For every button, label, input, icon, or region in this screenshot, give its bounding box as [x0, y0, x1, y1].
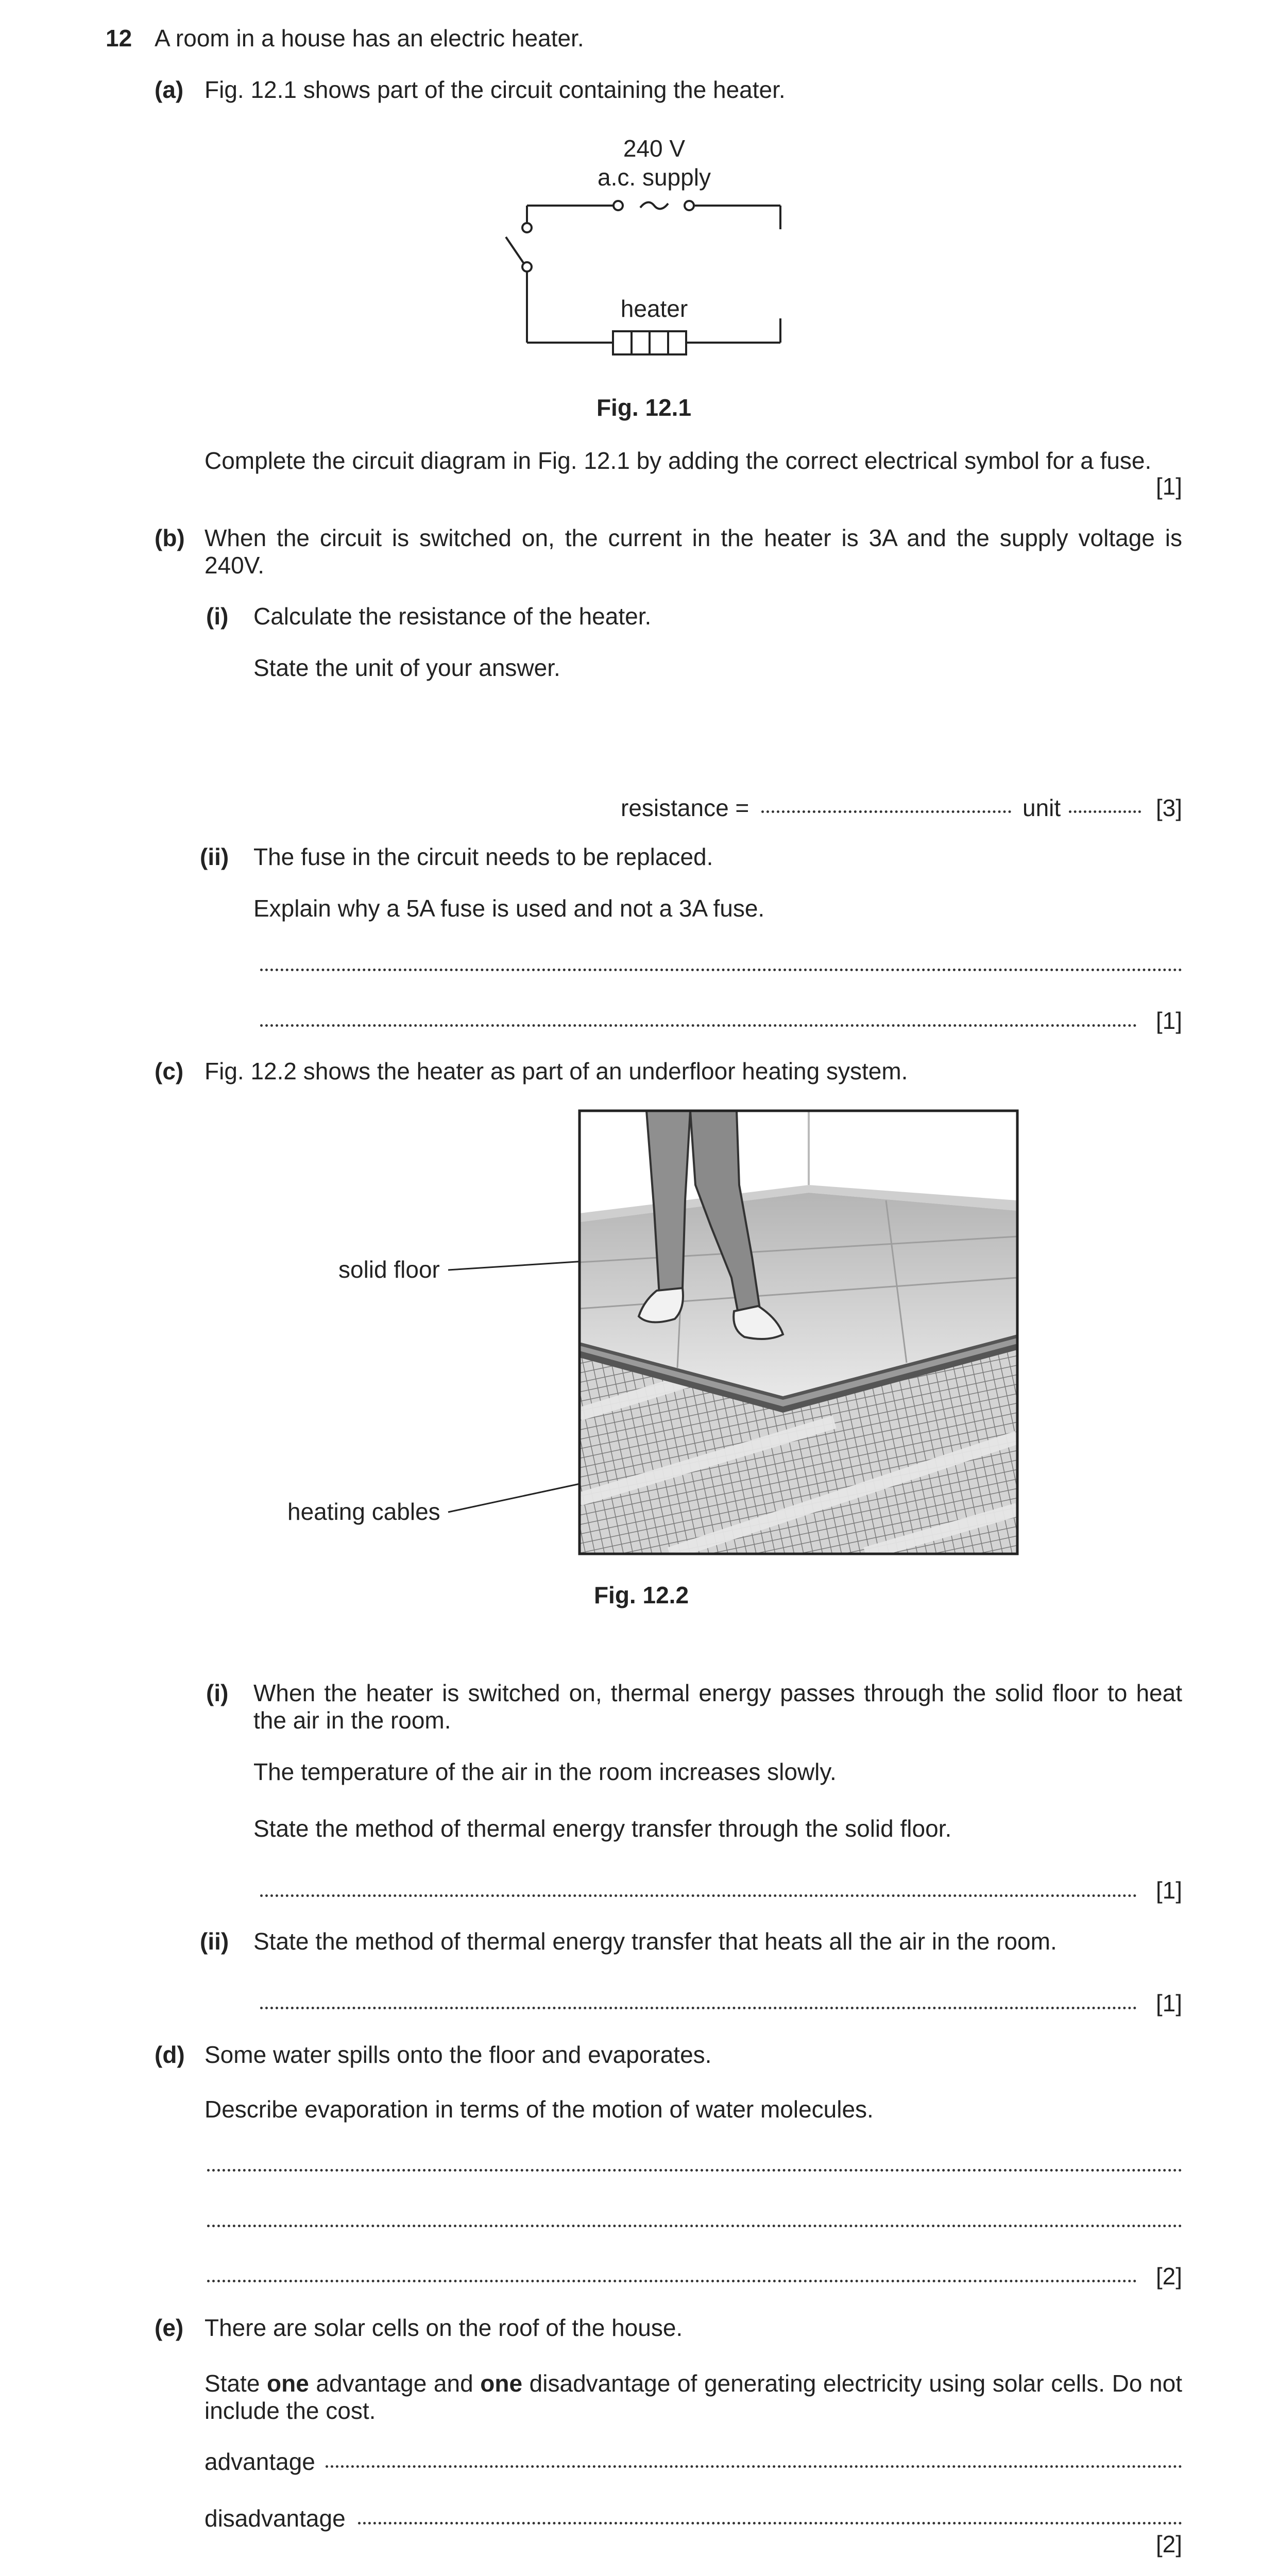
fig-12-2-caption: Fig. 12.2: [593, 1582, 689, 1608]
part-b-ii-answer-line-1[interactable]: [260, 969, 1182, 971]
part-c-i-text: When the heater is switched on, thermal energy passes through the solid floor to heat the air in the room.: [253, 1680, 1182, 1734]
part-b-text: When the circuit is switched on, the current in the heater is 3A and the supply voltage is 240V.: [205, 524, 1182, 579]
question-intro: A room in a house has an electric heater.: [155, 25, 584, 52]
part-b-i-marks: [3]: [1155, 794, 1182, 821]
part-d-text: Some water spills onto the floor and evaporates.: [205, 2041, 712, 2068]
part-c-ii-label: (ii): [200, 1928, 229, 1955]
supply-voltage-label: 240 V: [623, 135, 686, 162]
part-b-i-label: (i): [206, 603, 229, 630]
advantage-label: advantage: [205, 2448, 315, 2475]
unit-label: unit: [1023, 794, 1061, 821]
part-d-label: (d): [155, 2041, 185, 2068]
part-b-i-line2: State the unit of your answer.: [253, 654, 560, 681]
part-b-ii-label: (ii): [200, 843, 229, 870]
heater-label: heater: [620, 295, 688, 322]
fig-12-1-caption: Fig. 12.1: [596, 394, 692, 421]
solid-floor-leader-line: [448, 1261, 585, 1270]
supply-terminal-left: [614, 201, 623, 210]
part-b-ii-line2: Explain why a 5A fuse is used and not a 3A fuse.: [253, 895, 765, 922]
part-d-answer-line-3[interactable]: [207, 2280, 1137, 2282]
part-b-i-line1: Calculate the resistance of the heater.: [253, 603, 652, 630]
part-c-i-label: (i): [206, 1680, 229, 1706]
question-number: 12: [106, 25, 132, 52]
part-b-ii-marks: [1]: [1155, 1007, 1182, 1034]
part-d-answer-line-1[interactable]: [207, 2169, 1182, 2172]
part-c-label: (c): [155, 1058, 184, 1084]
part-c-ii-text: State the method of thermal energy transfer that heats all the air in the room.: [253, 1928, 1057, 1955]
part-d-marks: [2]: [1155, 2263, 1182, 2290]
heating-cables-label: heating cables: [287, 1498, 440, 1525]
disadvantage-answer-line[interactable]: [358, 2522, 1182, 2524]
part-a-label: (a): [155, 76, 184, 103]
part-c-ii-answer-line[interactable]: [260, 2007, 1137, 2009]
part-c-text: Fig. 12.2 shows the heater as part of an underfloor heating system.: [205, 1058, 908, 1084]
part-e-label: (e): [155, 2314, 184, 2341]
part-c-i-marks: [1]: [1155, 1877, 1182, 1904]
resistance-answer-line[interactable]: [761, 810, 1011, 813]
part-a-marks: [1]: [1155, 473, 1182, 500]
part-d-line2: Describe evaporation in terms of the motion of water molecules.: [205, 2096, 874, 2123]
switch-lever: [506, 237, 523, 263]
part-b-label: (b): [155, 524, 185, 551]
part-c-i-line2: The temperature of the air in the room increases slowly.: [253, 1758, 837, 1785]
resistance-label: resistance =: [621, 794, 749, 821]
heating-cables-leader-line: [448, 1483, 585, 1512]
advantage-answer-line[interactable]: [326, 2465, 1182, 2468]
underfloor-heating-figure: [443, 1108, 1025, 1561]
part-a-text: Fig. 12.1 shows part of the circuit containing the heater.: [205, 76, 786, 103]
part-c-i-answer-line[interactable]: [260, 1894, 1137, 1897]
switch-terminal-bottom: [522, 262, 532, 272]
part-b-ii-answer-line-2[interactable]: [260, 1024, 1137, 1027]
part-e-marks: [2]: [1155, 2531, 1182, 2557]
part-e-text: There are solar cells on the roof of the house.: [205, 2314, 683, 2341]
part-e-prompt: State one advantage and one disadvantage of generating electricity using solar cells. Do not include the cost.: [205, 2370, 1182, 2424]
supply-terminal-right: [685, 201, 694, 210]
part-d-answer-line-2[interactable]: [207, 2225, 1182, 2227]
disadvantage-label: disadvantage: [205, 2505, 346, 2532]
part-b-ii-line1: The fuse in the circuit needs to be replaced.: [253, 843, 713, 870]
part-c-ii-marks: [1]: [1155, 1990, 1182, 2016]
part-a-instruction: Complete the circuit diagram in Fig. 12.1 by adding the correct electrical symbol for a fuse.: [205, 447, 1152, 474]
unit-answer-line[interactable]: [1069, 810, 1141, 813]
circuit-diagram: [495, 185, 793, 361]
solid-floor-label: solid floor: [338, 1256, 440, 1283]
supply-type-label: a.c. supply: [598, 164, 711, 191]
switch-terminal-top: [522, 223, 532, 232]
part-c-i-line3: State the method of thermal energy transfer through the solid floor.: [253, 1815, 952, 1842]
ac-supply-symbol: [640, 202, 668, 209]
